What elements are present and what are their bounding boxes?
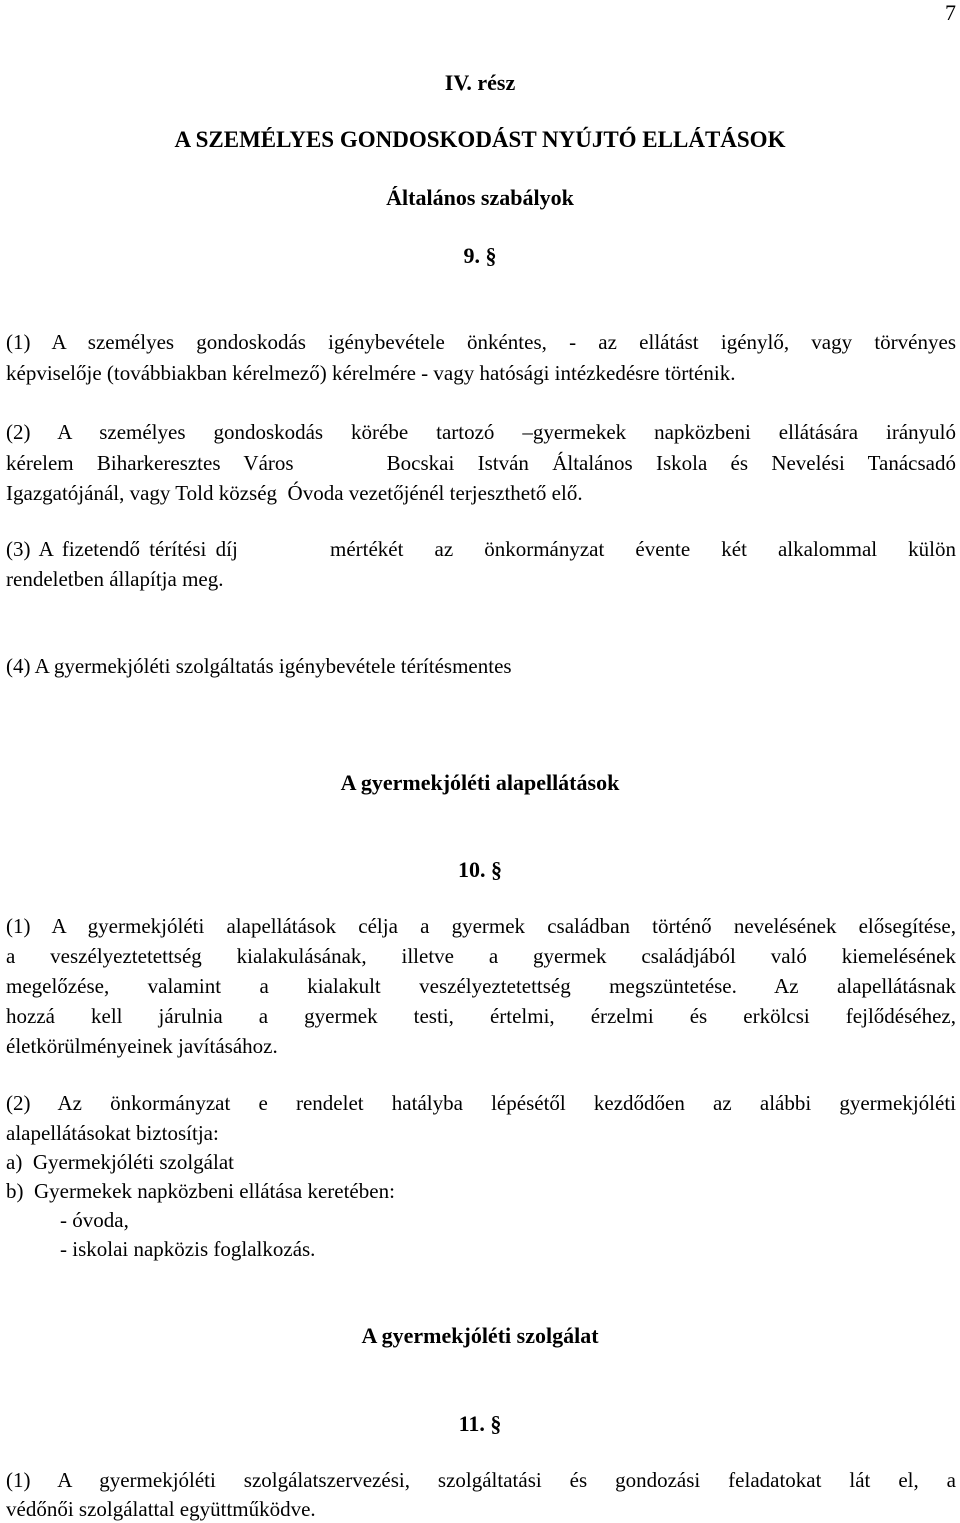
- page-number: 7: [945, 0, 956, 25]
- s10-p1-line1: (1) A gyermekjóléti alapellátások célja a gyermek családban történő nevelésének elősegítése,: [6, 914, 956, 938]
- s9-p3-line1a: (3) A fizetendő térítési díj: [6, 537, 238, 561]
- s9-p1-line2: képviselője (továbbiakban kérelmező) kérelmére - vagy hatósági intézkedésre történik.: [6, 361, 736, 385]
- s11-p1-line1: (1) A gyermekjóléti szolgálatszervezési, szolgáltatási és gondozási feladatokat lát el, a: [6, 1468, 956, 1492]
- s10-sub-item-school-daycare: - iskolai napközis foglalkozás.: [60, 1237, 316, 1261]
- s10-p2-line2: alapellátásokat biztosítja:: [6, 1121, 219, 1145]
- subtitle-general-rules: Általános szabályok: [386, 185, 574, 210]
- heading-child-welfare-service: A gyermekjóléti szolgálat: [361, 1323, 599, 1348]
- s9-p2-line3: Igazgatójánál, vagy Told község Óvoda vezetőjénél terjeszthető elő.: [6, 481, 583, 505]
- main-title: A SZEMÉLYES GONDOSKODÁST NYÚJTÓ ELLÁTÁSOK: [174, 127, 786, 152]
- s10-p1-line2: a veszélyeztetettség kialakulásának, illetve a gyermek családjából való kiemelésének: [6, 944, 956, 968]
- s10-p2-line1: (2) Az önkormányzat e rendelet hatályba lépésétől kezdődően az alábbi gyermekjóléti: [6, 1091, 956, 1115]
- s9-p2-line1: (2) A személyes gondoskodás körébe tartozó –gyermekek napközbeni ellátására irányuló: [6, 420, 956, 444]
- s10-item-a: a) Gyermekjóléti szolgálat: [6, 1150, 234, 1174]
- s9-p3-line1b: mértékét az önkormányzat évente két alkalommal külön: [330, 537, 956, 561]
- s10-item-b: b) Gyermekek napközbeni ellátása keretében:: [6, 1179, 395, 1203]
- section-10-heading: 10. §: [458, 857, 502, 882]
- part-title: IV. rész: [444, 70, 516, 95]
- s10-p1-line4: hozzá kell járulnia a gyermek testi, értelmi, érzelmi és erkölcsi fejlődéséhez,: [6, 1004, 956, 1028]
- section-11-heading: 11. §: [458, 1411, 502, 1436]
- s9-p4: (4) A gyermekjóléti szolgáltatás igénybevétele térítésmentes: [6, 654, 512, 678]
- s10-p1-line5: életkörülményeinek javításához.: [6, 1034, 278, 1058]
- s11-p1-line2: védőnői szolgálattal együttműködve.: [6, 1497, 316, 1521]
- heading-child-welfare-basic-care: A gyermekjóléti alapellátások: [340, 770, 620, 795]
- s9-p2-line2: kérelem Biharkeresztes Város Bocskai István Általános Iskola és Nevelési Tanácsadó: [6, 451, 956, 475]
- section-9-heading: 9. §: [463, 243, 497, 268]
- s9-p1-line1: (1) A személyes gondoskodás igénybevétele önkéntes, - az ellátást igénylő, vagy törvényes: [6, 330, 956, 354]
- s10-sub-item-kindergarten: - óvoda,: [60, 1208, 129, 1232]
- s9-p3-line2: rendeletben állapítja meg.: [6, 567, 224, 591]
- s10-p1-line3: megelőzése, valamint a kialakult veszélyeztetettség megszüntetése. Az alapellátásnak: [6, 974, 956, 998]
